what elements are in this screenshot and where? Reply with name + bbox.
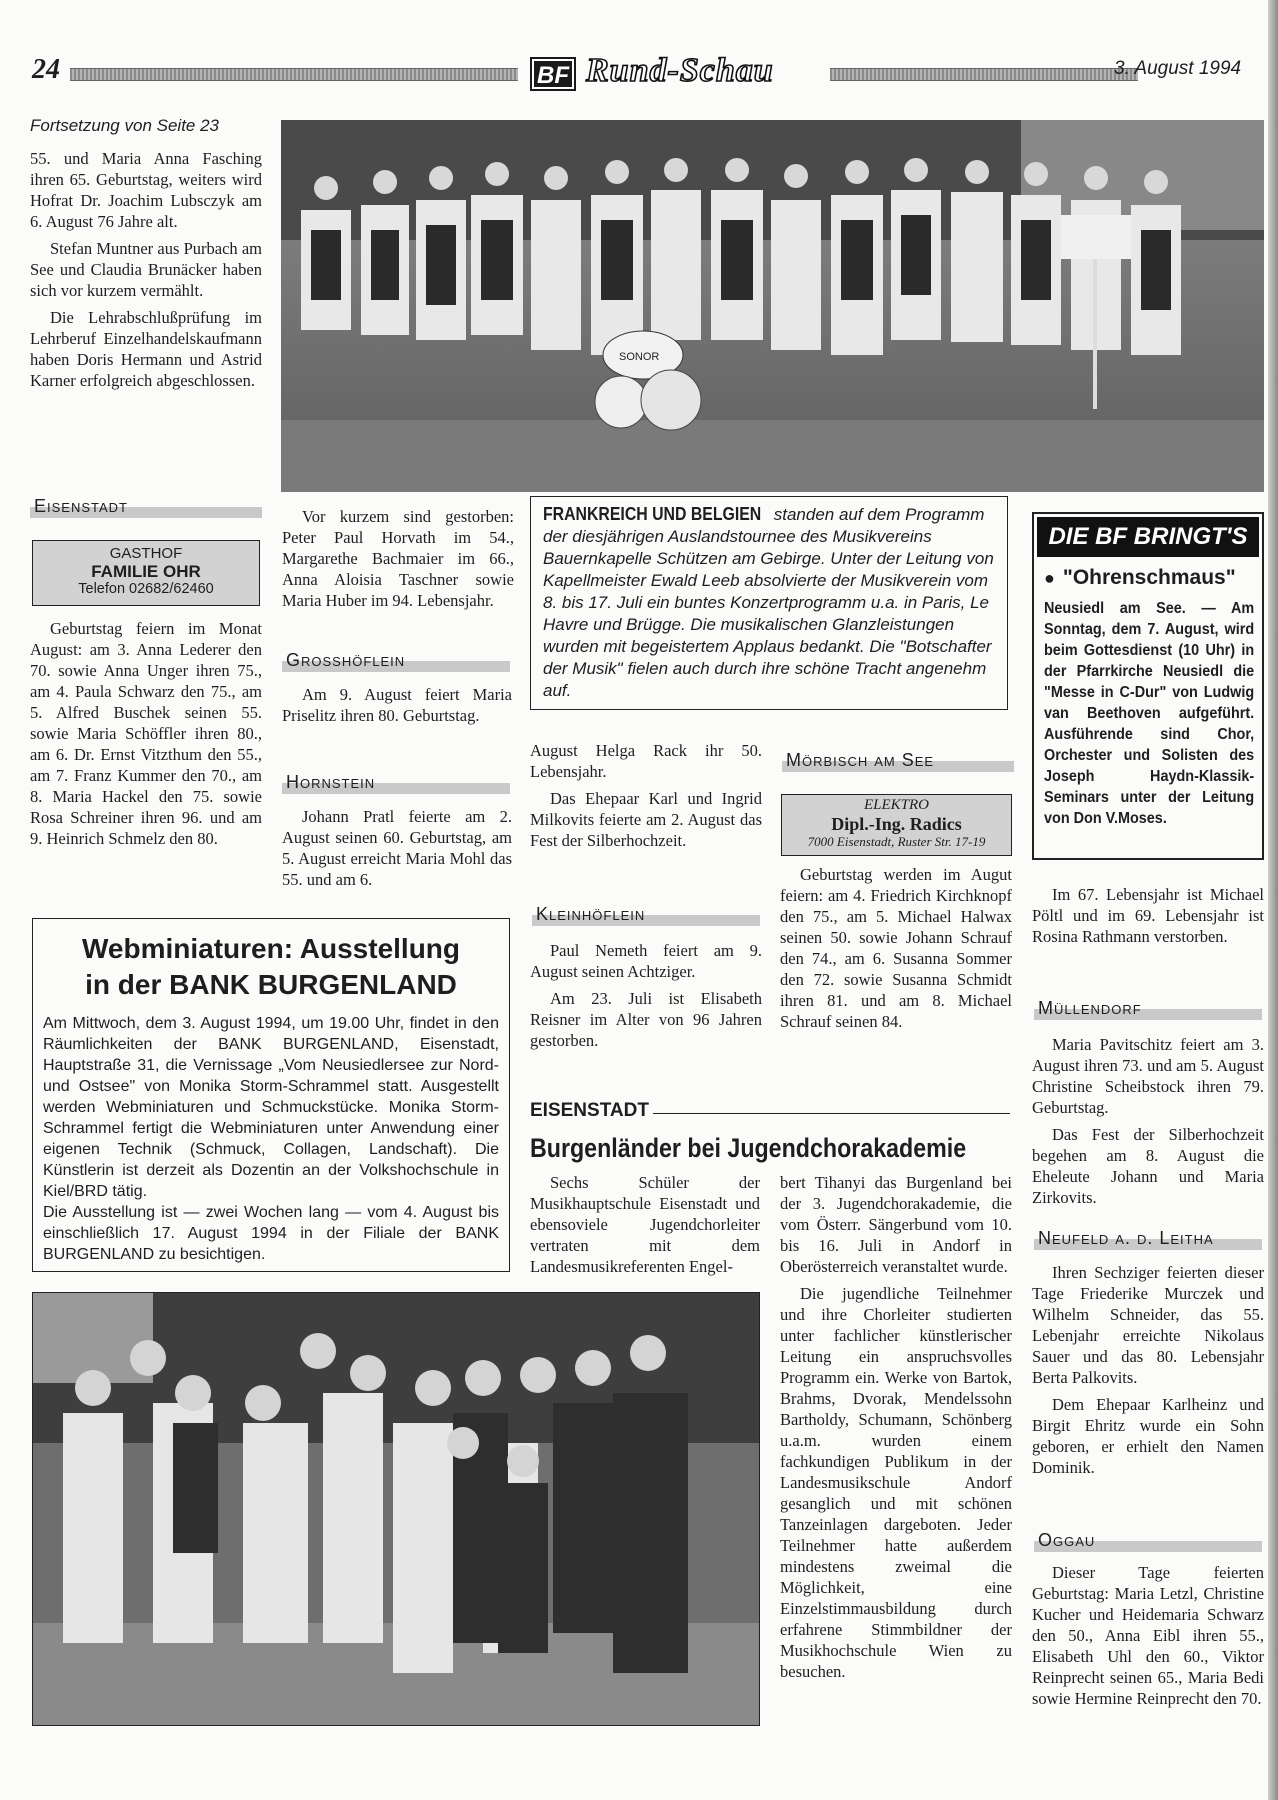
web-title-line2: in der BANK BURGENLAND [85,969,457,1000]
web-title-line1: Webminiaturen: Ausstellung [81,933,461,964]
paragraph: bert Tihanyi das Burgenland bei der 3. Jugendchorakademie, die vom Österr. Sängerbund vom 10. bis 16. Juli in Andorf in Oberösterreich veranstaltet wurde. [780,1173,1012,1276]
grosshoeflein-text [282,684,512,732]
ad-line3: Telefon 02682/62460 [78,581,214,597]
choir-col1 [530,1172,760,1283]
paragraph: Geburtstag werden im Augut feiern: am 4. Friedrich Kirchknopf den 75., am 5. Michael Halwax seinen 50. sowie Johann Schrauf den 74., am 6. Susanna Sommer den 72. sowie Susanna Schmidt ihren 81. und am 8. Michael Schrauf seinen 84. [780,865,1012,1031]
paragraph: Die Lehrabschlußprüfung im Lehrberuf Einzelhandelskaufmann haben Doris Hermann und Astrid Karner erfolgreich abgeschlossen. [30,308,262,390]
choir-col2 [780,1172,1012,1688]
paragraph: Ihren Sechziger feierten dieser Tage Friederike Murczek und Wilhelm Schneider, das 55. Lebenjahr erreichte Nikolaus Sauer und das 80. Lebensjahr Berta Palkovits. [1032,1263,1264,1387]
kicker-rule [630,1113,1010,1114]
paragraph: Johann Pratl feierte am 2. August seinen 60. Geburtstag, am 5. August erreicht Maria Mohl das 55. und am 6. [282,807,512,889]
ad-line3: 7000 Eisenstadt, Ruster Str. 17-19 [807,834,986,849]
choir-headline: Burgenländer bei Jugendchorakademie [530,1133,967,1163]
hornstein-text [282,806,512,896]
paragraph: Das Fest der Silberhochzeit begehen am 8. August die Eheleute Johann und Maria Zirkovits. [1032,1125,1264,1207]
header-rule-left [70,68,518,81]
section-heading-muellendorf: Müllendorf [1034,996,1262,1020]
neufeld-text [1032,1262,1264,1484]
ad-line1: GASTHOF [109,545,183,562]
page-edge [1268,0,1278,1800]
section-heading-moerbisch: Mörbisch am See [782,748,1014,772]
band-photo [281,120,1264,492]
section-heading-eisenstadt: Eisenstadt [30,494,262,518]
paragraph: Im 67. Lebensjahr ist Michael Pöltl und im 69. Lebensjahr ist Rosina Rathmann verstorben. [1032,885,1264,946]
choir-kicker: EISENSTADT [530,1100,653,1121]
bullet-icon: ● [1044,568,1055,588]
bf-bringts-box [1032,512,1264,860]
ad-line2: Dipl.-Ing. Radics [831,814,962,834]
tour-caption-box [530,496,1008,710]
left-column [30,116,262,397]
paragraph: Am 9. August feiert Maria Priselitz ihren 80. Geburtstag. [282,685,512,725]
eisenstadt-birthdays [30,618,262,855]
paragraph: Paul Nemeth feiert am 9. August seinen Achtziger. [530,941,762,981]
paragraph: Dem Ehepaar Karlheinz und Birgit Ehritz wurde ein Sohn geboren, er erhielt den Namen Dominik. [1032,1395,1264,1477]
bf-bringts-header: DIE BF BRINGT'S [1037,517,1259,557]
col2-deaths [282,506,514,617]
paragraph: Geburtstag feiern im Monat August: am 3. Anna Lederer den 70. sowie Anna Unger ihren 75., am 4. Paula Schwarz den 75., am 5. Alfred Buschek seinen 55. sowie Maria Schöffler ihren 80., am 6. Dr. Ernst Vitzthum den 55., am 7. Franz Kummer den 70., am 8. Maria Hackel den 75. sowie Rosa Schreiner ihren 96. und am 9. Heinrich Schmelz den 80. [30,619,262,848]
paragraph: Am 23. Juli ist Elisabeth Reisner im Alter von 96 Jahren gestorben. [530,989,762,1050]
page-number: 24 [32,54,60,85]
section-heading-hornstein: Hornstein [282,770,510,794]
bf-logo-badge: BF [530,57,576,91]
gasthof-ad [32,540,260,606]
paragraph: August Helga Rack ihr 50. Lebensjahr. [530,741,762,781]
paragraph: Stefan Muntner aus Purbach am See und Claudia Brunäcker haben sich vor kurzem vermählt. [30,239,262,300]
web-text-p1: Am Mittwoch, dem 3. August 1994, um 19.00 Uhr, findet in den Räumlichkeiten der BANK BURGENLAND, Eisenstadt, Hauptstraße 31, die Vernissage „Vom Neusiedlersee zur Nord- und Ostsee" von Monika Storm-Schrammel statt. Ausgestellt werden Webminiaturen und Schmuckstücke. Monika Storm-Schrammel fertigt die Webminiaturen unter Anwendung einer eigenen Technik (Schmuck, Collagen, Landschaft). Die Künstlerin ist derzeit als Dozentin an der Volkshochschule in Kiel/BRD tätig. [43,1015,499,1200]
webminiaturen-box [32,918,510,1272]
section-heading-oggau: Oggau [1034,1528,1262,1552]
choir-photo [32,1292,760,1726]
elektro-ad [781,794,1012,856]
paragraph: 55. und Maria Anna Fasching ihren 65. Geburtstag, weiters wird Hofrat Dr. Joachim Lubsczyk am 6. August 76 Jahre alt. [30,149,262,231]
band-photo-image [281,120,1264,492]
bf-bringts-title: "Ohrenschmaus" [1062,566,1236,589]
issue-date: 3. August 1994 [1114,58,1242,79]
oggau-text [1032,1562,1264,1715]
right-col-poeltl [1032,884,1264,953]
header-rule-right [830,68,1138,81]
kleinhoeflein-text [530,940,762,1057]
web-text-p2: Die Ausstellung ist — zwei Wochen lang — vom 4. August bis einschließlich 17. August 1994 in der Filiale der BANK BURGENLAND zu besichtigen. [43,1204,499,1263]
paragraph: Das Ehepaar Karl und Ingrid Milkovits feierte am 2. August das Fest der Silberhochzeit. [530,789,762,850]
left-intro-text [30,148,262,391]
paragraph: Vor kurzem sind gestorben: Peter Paul Horvath im 54., Margarethe Bachmaier im 66., Anna Aloisia Taschner sowie Maria Huber im 94. Lebensjahr. [282,507,514,610]
section-heading-grosshoeflein: Grosshöflein [282,648,510,672]
choir-kicker-row [530,1100,1012,1126]
tour-caption-lead: FRANKREICH UND BELGIEN [543,504,762,524]
paragraph: Sechs Schüler der Musikhauptschule Eisenstadt und ebensoviele Jugendchorleiter vertraten mit dem Landesmusikreferenten Engel- [530,1173,760,1276]
drum-label: SONOR [619,351,660,363]
masthead-title: Rund-Schau [586,52,774,89]
paragraph: Maria Pavitschitz feiert am 3. August ihren 73. und am 5. August Christine Scheibstock ihren 79. Geburtstag. [1032,1035,1264,1117]
muellendorf-text [1032,1034,1264,1214]
tour-caption-text: standen auf dem Programm der diesjährigen Auslandstournee des Musikvereins Bauernkapelle Schützen am Gebirge. Unter der Leitung von Kapellmeister Ewald Leeb absolvierte der Musikverein vom 8. bis 17. Juli ein buntes Konzertprogramm u.a. in Paris, Le Havre und Brügge. Die musikalischen Glanzleistungen wurden mit begeistertem Applaus bedankt. Die "Botschafter der Musik" fielen auch durch ihre schöne Tracht angenehm auf. [543,505,994,700]
paragraph: Die jugendliche Teilnehmer und ihre Chorleiter studierten unter fachlicher künstlerischer Leitung ein anspruchsvolles Programm ein. Werke von Bartok, Brahms, Dvorak, Mendelssohn Bartholdy, Schumann, Schönberg u.a.m. wurden einem fachkundigen Publikum in der Landesmusikschule Andorf gesanglich und mit schönen Tanzeinlagen dargeboten. Jeder Teilnehmer hatte außerdem mindestens zweimal die Möglichkeit, eine Einzelstimmausbildung durch erfahrene Stimmbildner der Musikhochschule Wien zu besuchen. [780,1284,1012,1681]
bf-bringts-text: Neusiedl am See. — Am Sonntag, dem 7. August, wird beim Gottesdienst (10 Uhr) in der Pfarrkirche Neusiedl die "Messe in C-Dur" von Ludwig van Beethoven aufgeführt. Ausführende sind Chor, Orchester und Solisten des Joseph Haydn-Klassik-Seminars unter der Leitung von Don V.Moses. [1044,600,1255,827]
page-header [30,52,1270,96]
section-heading-kleinhoeflein: Kleinhöflein [532,902,760,926]
ad-line1: ELEKTRO [863,797,929,813]
paragraph: Dieser Tage feierten Geburtstag: Maria Letzl, Christine Kucher und Heidemaria Schwarz den 50., Anna Eibl ihren 55., Elisabeth Uhl den 60., Viktor Reinprecht seinen 65., Maria Bedi sowie Hermine Reinprecht den 70. [1032,1563,1264,1708]
section-heading-neufeld: Neufeld a. d. Leitha [1034,1226,1262,1250]
continued-note: Fortsetzung von Seite 23 [30,116,220,135]
ad-line2: FAMILIE OHR [91,562,201,581]
choir-photo-image [33,1293,760,1726]
moerbisch-text [780,864,1012,1038]
col3-rack [530,740,762,857]
bf-bringts-title-row [1044,566,1252,590]
